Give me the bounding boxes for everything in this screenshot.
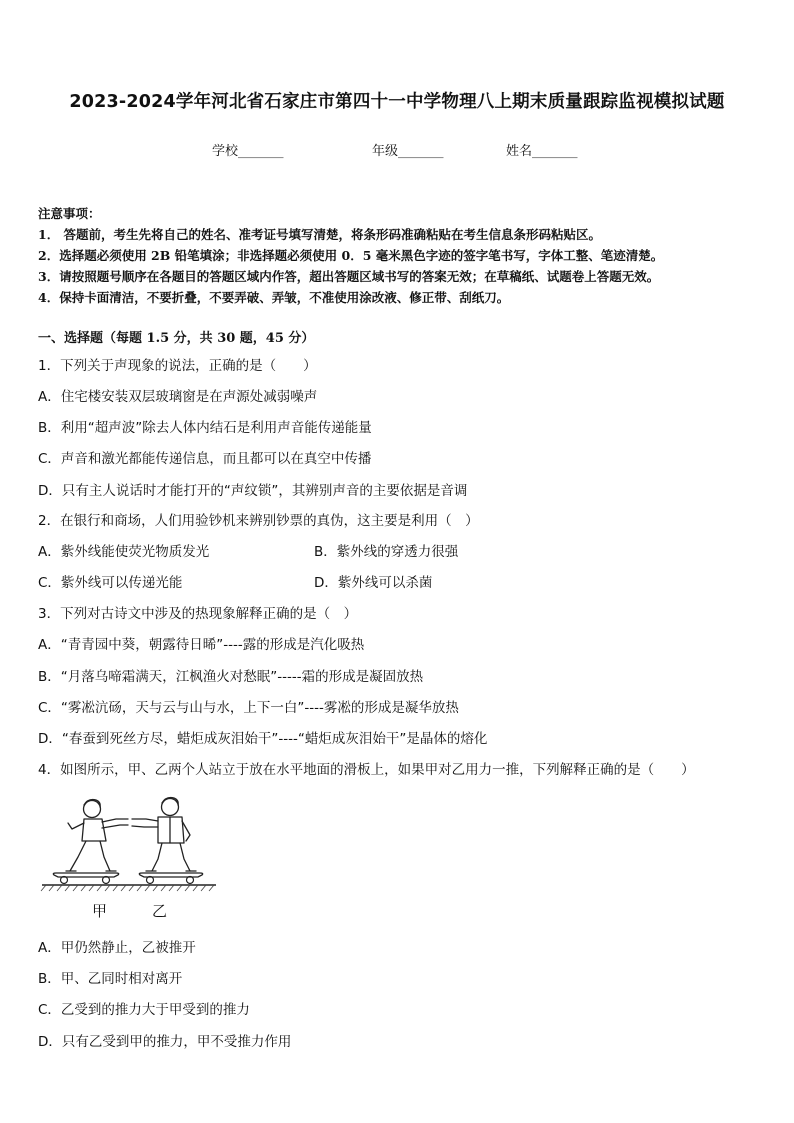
question-3-option-c: C．“雾凇沆砀，天与云与山与水，上下一白”----雾凇的形成是凝华放热 <box>38 700 459 716</box>
question-1-option-c: C．声音和激光都能传递信息，而且都可以在真空中传播 <box>38 451 372 467</box>
student-info-row <box>0 140 794 162</box>
question-2-option-c: C．紫外线可以传递光能 <box>38 575 183 591</box>
exam-title: 2023-2024学年河北省石家庄市第四十一中学物理八上期末质量跟踪监视模拟试题 <box>69 92 725 112</box>
question-1-option-d: D．只有主人说话时才能打开的“声纹锁”，其辨别声音的主要依据是音调 <box>38 483 468 499</box>
question-4-option-c: C．乙受到的推力大于甲受到的推力 <box>38 1002 250 1018</box>
question-1-option-a: A．住宅楼安装双层玻璃窗是在声源处减弱噪声 <box>38 389 318 405</box>
question-3-option-b: B．“月落乌啼霜满天，江枫渔火对愁眠”-----霜的形成是凝固放热 <box>38 669 424 685</box>
question-4-option-a: A．甲仍然静止，乙被推开 <box>38 940 196 956</box>
figure-label-yi: 乙 <box>152 902 168 920</box>
grade-field: 年级_______ <box>372 144 444 159</box>
name-field: 姓名_______ <box>506 144 578 159</box>
question-2-option-b: B．紫外线的穿透力很强 <box>314 544 459 560</box>
section-title: 一、选择题（每题 1.5 分，共 30 题，45 分） <box>38 331 315 346</box>
question-3-stem: 3．下列对古诗文中涉及的热现象解释正确的是（ ） <box>38 606 358 622</box>
notice-section <box>38 203 758 308</box>
skateboard-push-figure <box>40 795 220 900</box>
skateboard-figure-illustration <box>40 795 220 900</box>
school-field: 学校_______ <box>212 144 284 159</box>
question-3-option-d: D．“春蚕到死丝方尽，蜡炬成灰泪始干”----“蜡炬成灰泪始干”是晶体的熔化 <box>38 731 488 747</box>
question-2-option-d: D．紫外线可以杀菌 <box>314 575 433 591</box>
notice-header: 注意事项： <box>38 206 101 221</box>
question-1-option-b: B．利用“超声波”除去人体内结石是利用声音能传递能量 <box>38 420 372 436</box>
question-4-stem: 4．如图所示，甲、乙两个人站立于放在水平地面的滑板上，如果甲对乙用力一推，下列解释正确的是（ ） <box>38 762 695 778</box>
notice-item: 2．选择题必须使用 2B 铅笔填涂；非选择题必须使用 0．5 毫米黑色字迹的签字笔书写，字体工整、笔迹清楚。 <box>38 248 664 263</box>
notice-item: 4．保持卡面清洁，不要折叠，不要弄破、弄皱，不准使用涂改液、修正带、刮纸刀。 <box>38 290 510 305</box>
notice-item: 1． 答题前，考生先将自己的姓名、准考证号填写清楚，将条形码准确粘贴在考生信息条形码粘贴区。 <box>38 227 602 242</box>
figure-label-jia: 甲 <box>92 902 108 920</box>
question-4-option-b: B．甲、乙同时相对离开 <box>38 971 183 987</box>
question-2-option-a: A．紫外线能使荧光物质发光 <box>38 544 210 560</box>
question-1-stem: 1．下列关于声现象的说法，正确的是（ ） <box>38 358 317 374</box>
question-3-option-a: A．“青青园中葵，朝露待日晞”----露的形成是汽化吸热 <box>38 637 365 653</box>
notice-item: 3．请按照题号顺序在各题目的答题区域内作答，超出答题区域书写的答案无效；在草稿纸、试题卷上答题无效。 <box>38 269 660 284</box>
question-4-option-d: D．只有乙受到甲的推力，甲不受推力作用 <box>38 1034 292 1050</box>
question-2-stem: 2．在银行和商场，人们用验钞机来辨别钞票的真伪，这主要是利用（ ） <box>38 513 479 529</box>
